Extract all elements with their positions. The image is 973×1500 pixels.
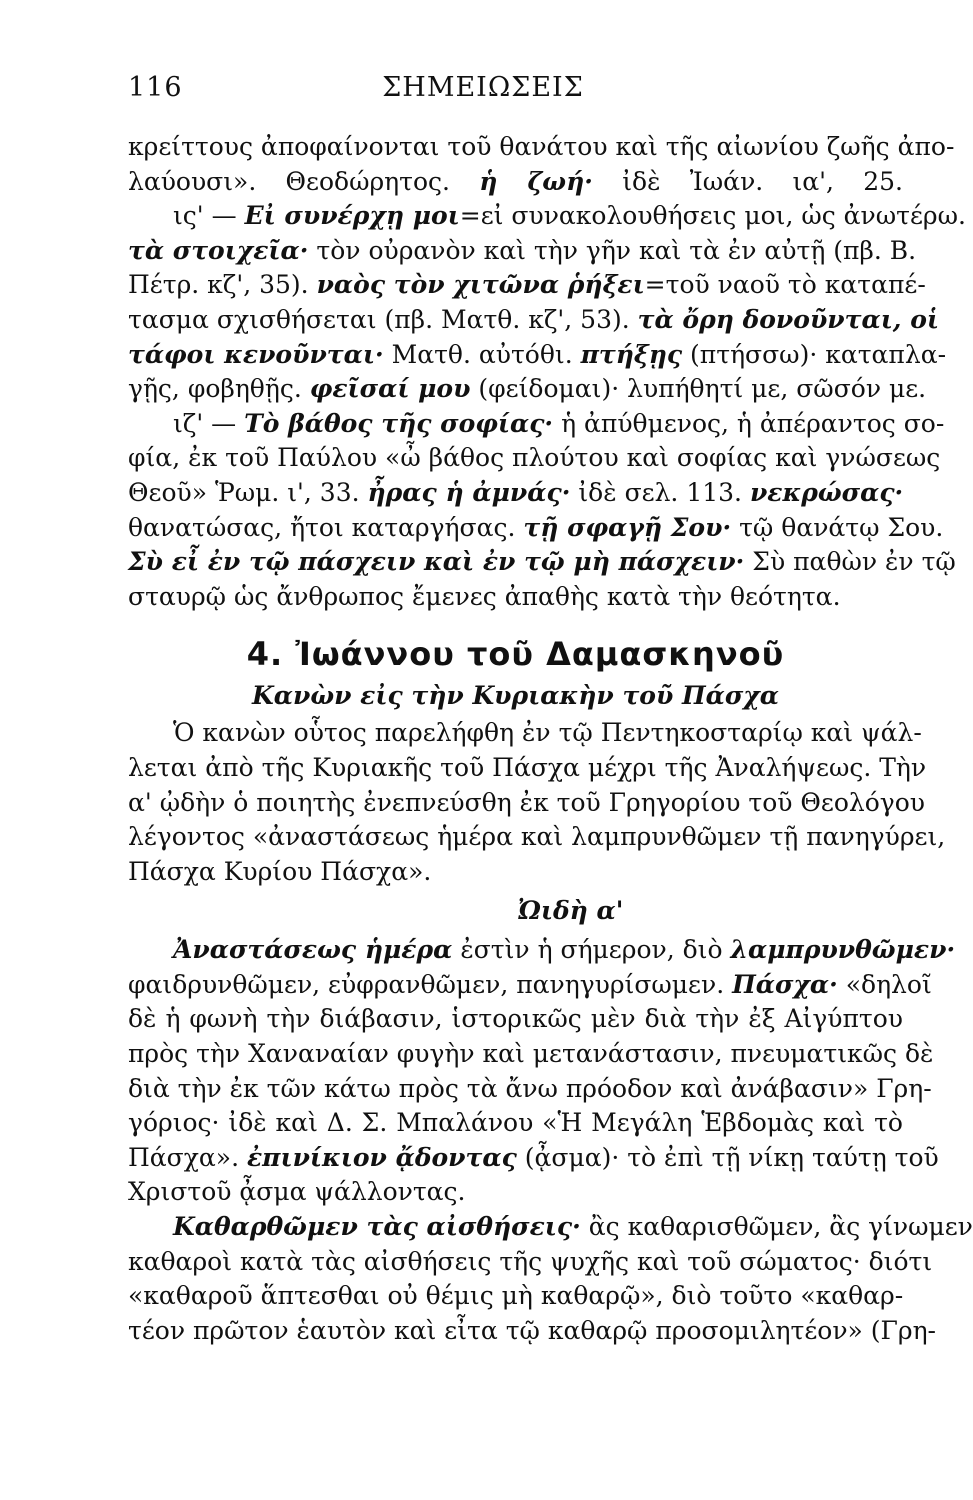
text-line (128, 751, 927, 786)
intro-paragraph (128, 716, 946, 889)
text-line (128, 199, 966, 234)
text-run: α' ᾠδὴν ὁ ποιητὴς ἐνεπνεύσθη ἐκ τοῦ Γρηγορίου τοῦ Θεολόγου (128, 787, 925, 817)
text-run: διὰ τὴν ἐκ τῶν κάτω πρὸς τὰ ἄνω πρόοδον καὶ ἀνάβασιν» Γρη- (128, 1073, 932, 1103)
text-run: κρείττους ἀποφαίνονται τοῦ θανάτου καὶ τῆς αἰωνίου ζωῆς ἀπο- (128, 132, 955, 161)
text-run: ἰδὲ σελ. 113. (570, 477, 750, 507)
term: φεῖσαί μου (309, 374, 471, 404)
term: Πάσχα· (732, 969, 838, 999)
text-run: καθαροὶ κατὰ τὰς αἰσθήσεις τῆς ψυχῆς καὶ τοῦ σώματος· διότι (128, 1246, 933, 1276)
section-subheading: Κανὼν εἰς τὴν Κυριακὴν τοῦ Πάσχα (252, 681, 779, 711)
body-text (128, 130, 973, 1348)
text-run: λέγοντος «ἀναστάσεως ἡμέρα καὶ λαμπρυνθῶμεν τῇ πανηγύρει, (128, 822, 946, 852)
text-run: (φείδομαι)· λυπήθητί με, σῶσόν με. (470, 374, 927, 404)
term: ἦρας ἡ ἀμνάς· (367, 477, 571, 507)
text-run: Πάσχα Κυρίου Πάσχα». (128, 856, 432, 886)
text-line (128, 1175, 903, 1210)
text-line (128, 968, 932, 1003)
text-run: γῇς, φοβηθῇς. (128, 374, 310, 404)
text-run: ἐστὶν ἡ σήμερον, διὸ (452, 935, 731, 965)
text-run: λαύουσι». Θεοδώρητος. (128, 166, 480, 196)
text-run: δὲ ἡ φωνὴ τὴν διάβασιν, ἱστορικῶς μὲν διὰ τὴν ἐξ Αἰγύπτου (128, 1004, 903, 1034)
text-run: Θεοῦ» Ῥωμ. ι', 33. (128, 477, 368, 507)
text-line (128, 234, 917, 269)
term: νεκρώσας· (749, 477, 904, 507)
text-run: τέον πρῶτον ἑαυτὸν καὶ εἶτα τῷ καθαρῷ προσομιλητέον» (Γρη- (128, 1315, 937, 1345)
text-run: =τοῦ ναοῦ τὸ καταπέ- (644, 270, 926, 300)
text-line (128, 476, 903, 511)
text-run: ἡ ἀπύθμενος, ἡ ἀπέραντος σο- (553, 408, 945, 438)
text-run: (πτήσσω)· καταπλα- (682, 339, 947, 369)
notes-block (128, 130, 966, 614)
term: τῇ σφαγῇ Σου· (523, 512, 732, 542)
text-run: φία, ἐκ τοῦ Παύλου «ὦ βάθος πλούτου καὶ σοφίας καὶ γνώσεως (128, 443, 941, 473)
text-run: «καθαροῦ ἅπτεσθαι οὐ θέμις μὴ καθαρῷ», διὸ τοῦτο «καθαρ- (128, 1281, 904, 1311)
text-run: θανατώσας, ἤτοι καταργήσας. (128, 512, 524, 542)
text-run: τασμα σχισθήσεται (πβ. Ματθ. κζ', 53). (128, 304, 638, 334)
text-run: Πέτρ. κζ', 35). (128, 270, 317, 300)
page-header (128, 72, 838, 112)
text-line (128, 1072, 932, 1107)
text-line (128, 1245, 933, 1280)
text-run: «δηλοῖ (837, 969, 932, 999)
text-line (128, 933, 956, 968)
term: τὰ στοιχεῖα· (128, 235, 309, 265)
text-line (128, 855, 903, 890)
text-line (128, 786, 925, 821)
ode-commentary-2 (128, 1210, 973, 1348)
text-line (128, 820, 946, 855)
text-line (128, 130, 955, 165)
text-line (128, 407, 945, 442)
term: Σὺ εἶ ἐν τῷ πάσχειν καὶ ἐν τῷ μὴ πάσχειν· (128, 547, 745, 577)
text-line (128, 580, 903, 615)
text-line (128, 511, 944, 546)
text-run: Χριστοῦ ᾆσμα ψάλλοντας. (128, 1177, 466, 1207)
text-line (128, 716, 922, 751)
text-line (128, 441, 941, 476)
text-run: γόριος· ἰδὲ καὶ Δ. Σ. Μπαλάνου «Ἡ Μεγάλη Ἑβδομὰς καὶ τὸ (128, 1108, 903, 1138)
text-line (128, 1279, 903, 1314)
text-line (128, 1210, 973, 1245)
text-run: φαιδρυνθῶμεν, εὐφρανθῶμεν, πανηγυρίσωμεν. (128, 969, 733, 999)
term: Καθαρθῶμεν τὰς αἰσθήσεις· (173, 1212, 581, 1242)
ode-heading: Ὠιδὴ α' (517, 896, 624, 926)
text-run: =εἰ συνακολουθήσεις μοι, ὡς ἀνωτέρω. (459, 201, 966, 231)
term: τάφοι κενοῦνται· (128, 339, 384, 369)
term: πτήξῃς (580, 339, 683, 369)
text-run: Ὁ κανὼν οὗτος παρελήφθη ἐν τῷ Πεντηκοσταρίῳ καὶ ψάλ- (173, 718, 922, 748)
term: τὰ ὄρη δονοῦνται, οἱ (637, 304, 939, 334)
text-run: λεται ἀπὸ τῆς Κυριακῆς τοῦ Πάσχα μέχρι τῆς Ἀναλήψεως. Τὴν (128, 752, 927, 782)
text-run: (ᾆσμα)· τὸ ἐπὶ τῇ νίκῃ ταύτῃ τοῦ (516, 1142, 939, 1172)
text-run: ις' — (173, 201, 245, 231)
text-line (128, 1002, 903, 1037)
text-line (128, 1141, 939, 1176)
text-line (128, 303, 939, 338)
term: ἐπινίκιον ᾄδοντας (246, 1142, 517, 1172)
text-run: τῷ θανάτῳ Σου. (731, 512, 944, 542)
text-line (128, 1314, 937, 1349)
running-head: ΣΗΜΕΙΩΣΕΙΣ (382, 72, 584, 103)
text-run: ἂς καθαρισθῶμεν, ἂς γίνωμεν (580, 1212, 973, 1242)
text-run: ἰδὲ Ἰωάν. ια', 25. (592, 166, 904, 196)
text-run: Σὺ παθὼν ἐν τῷ (744, 547, 956, 577)
text-run: ιζ' — (173, 408, 245, 438)
section-heading: 4. Ἰωάννου τοῦ Δαμασκηνοῦ (246, 635, 785, 674)
text-run: πρὸς τὴν Χαναναίαν φυγὴν καὶ μετανάστασιν, πνευματικῶς δὲ (128, 1039, 934, 1069)
text-run: σταυρῷ ὡς ἄνθρωπος ἔμενες ἀπαθὴς κατὰ τὴν θεότητα. (128, 581, 841, 611)
term: ναὸς τὸν χιτῶνα ῥήξει (316, 270, 645, 300)
term: Τὸ βάθος τῆς σοφίας· (244, 408, 554, 438)
text-line (128, 338, 947, 373)
text-line (128, 165, 903, 200)
text-line (128, 372, 927, 407)
text-line (128, 1106, 903, 1141)
text-line (128, 268, 926, 303)
text-run: τὸν οὐρανὸν καὶ τὴν γῆν καὶ τὰ ἐν αὐτῇ (πβ. Β. (308, 235, 917, 265)
term: λαμπρυνθῶμεν· (730, 935, 956, 965)
text-line (128, 545, 956, 580)
term: Εἰ συνέρχῃ μοι (244, 201, 460, 231)
ode-commentary-1 (128, 933, 956, 1210)
text-run: Ματθ. αὐτόθι. (383, 339, 581, 369)
text-run: Πάσχα». (128, 1142, 247, 1172)
page-number: 116 (128, 72, 183, 103)
text-line (128, 1037, 934, 1072)
term: Ἀναστάσεως ἡμέρα (173, 935, 453, 965)
term: ἡ ζωή· (479, 166, 593, 196)
